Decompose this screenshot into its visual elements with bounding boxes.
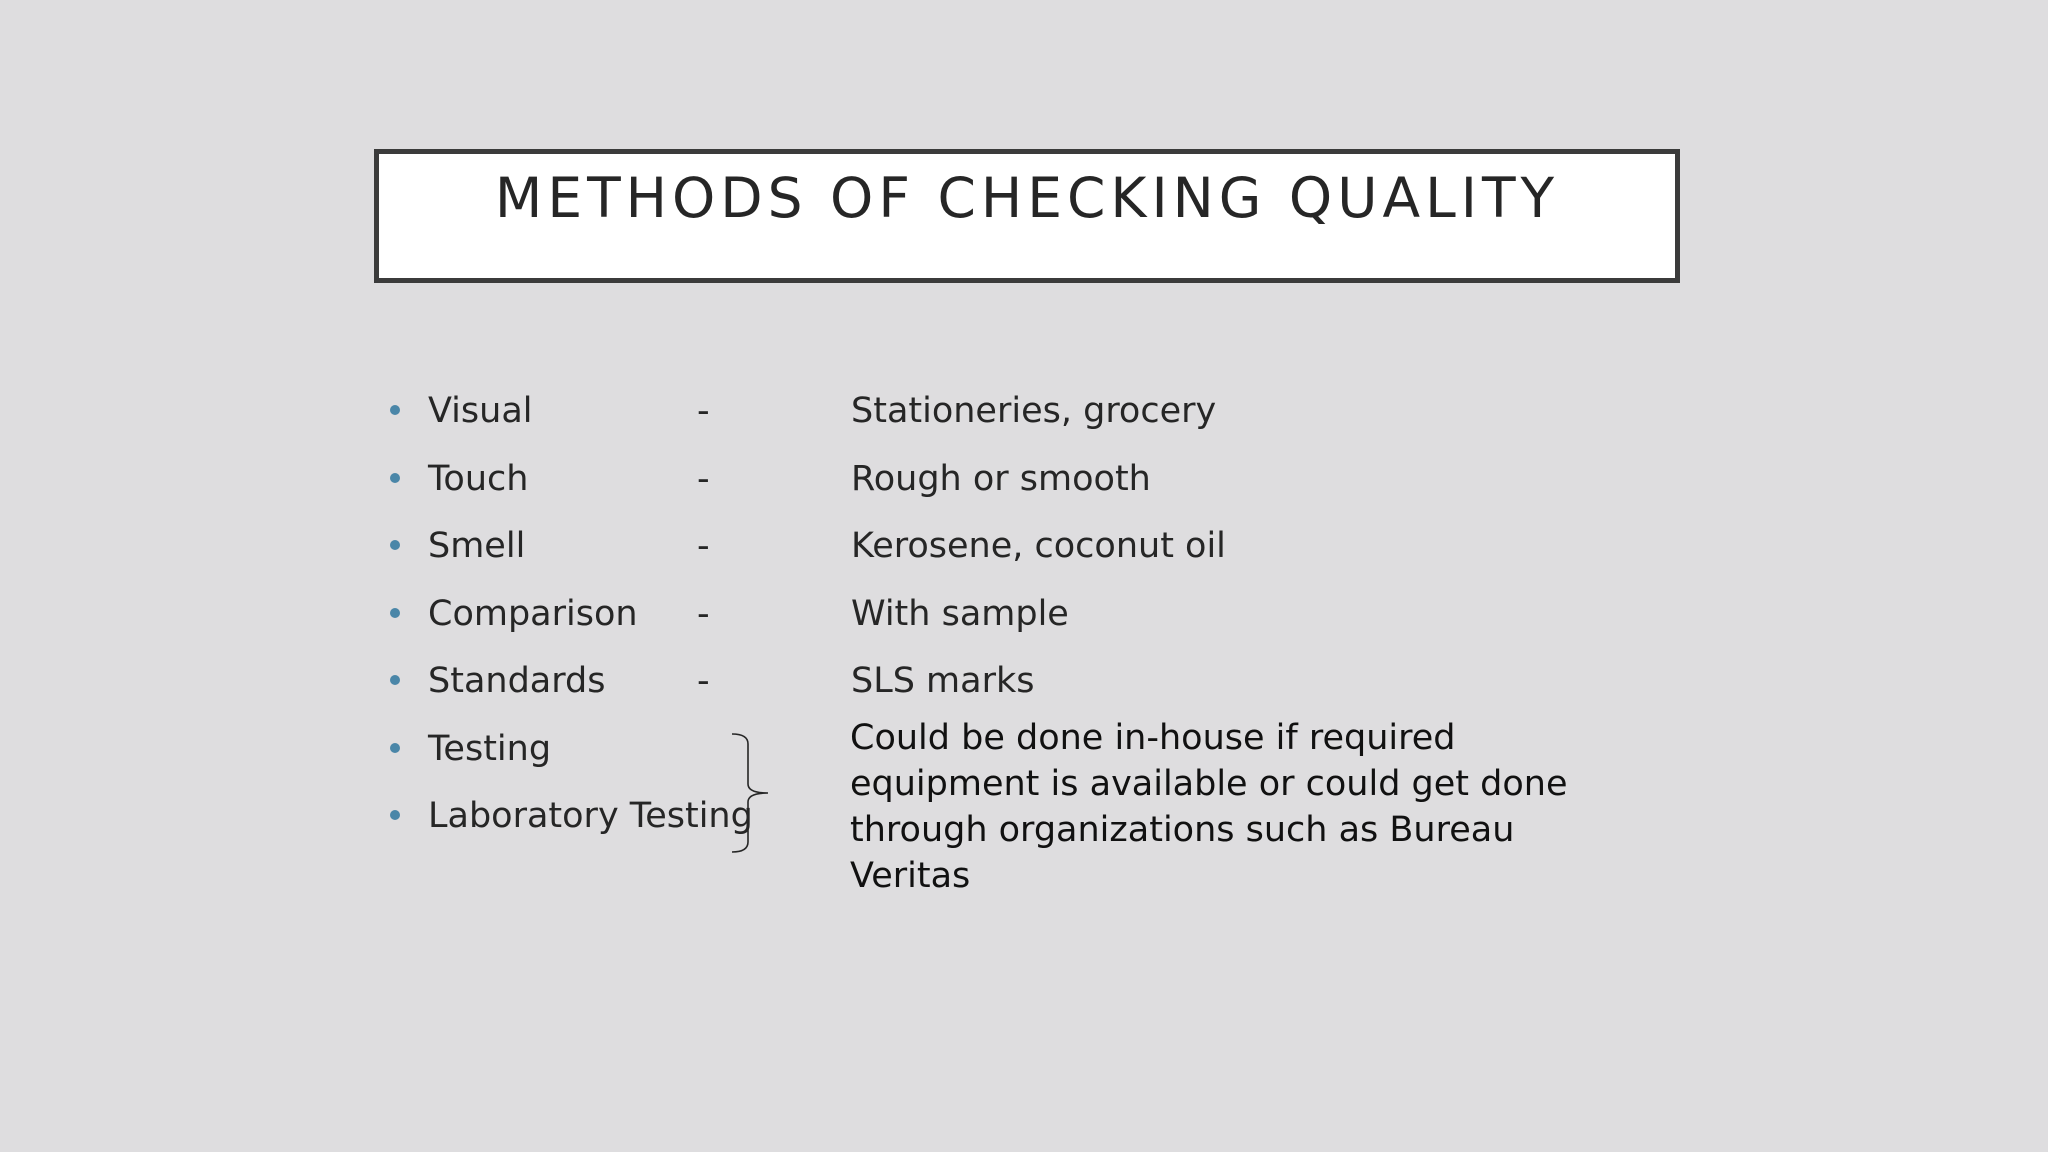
item-label: Visual	[428, 391, 533, 431]
testing-note: Could be done in-house if required equipment is available or could get done through organizations such as Bureau Veritas	[850, 718, 1568, 896]
item-label: Touch	[428, 459, 529, 499]
item-label: Smell	[428, 526, 526, 566]
item-label: Laboratory Testing	[428, 796, 753, 836]
item-description: With sample	[851, 594, 1069, 634]
item-dash: -	[697, 526, 710, 566]
bullet-icon	[390, 405, 400, 415]
list-item	[0, 584, 2048, 644]
bullet-icon	[390, 743, 400, 753]
item-label: Testing	[428, 729, 552, 769]
item-dash: -	[697, 661, 710, 701]
item-dash: -	[697, 459, 710, 499]
list-item	[0, 449, 2048, 509]
bullet-icon	[390, 608, 400, 618]
list-item	[0, 381, 2048, 441]
list-item	[0, 516, 2048, 576]
item-label: Comparison	[428, 594, 638, 634]
item-dash: -	[697, 594, 710, 634]
item-label: Standards	[428, 661, 606, 701]
item-description: Rough or smooth	[851, 459, 1151, 499]
list-item	[0, 651, 2048, 711]
item-dash: -	[697, 391, 710, 431]
bullet-icon	[390, 675, 400, 685]
item-description: Stationeries, grocery	[851, 391, 1217, 431]
slide-title: METHODS OF CHECKING QUALITY	[494, 166, 1560, 230]
bullet-icon	[390, 810, 400, 820]
bullet-icon	[390, 473, 400, 483]
item-description: Kerosene, coconut oil	[851, 526, 1226, 566]
item-description: SLS marks	[851, 661, 1035, 701]
bullet-icon	[390, 540, 400, 550]
right-brace-icon	[730, 732, 770, 854]
